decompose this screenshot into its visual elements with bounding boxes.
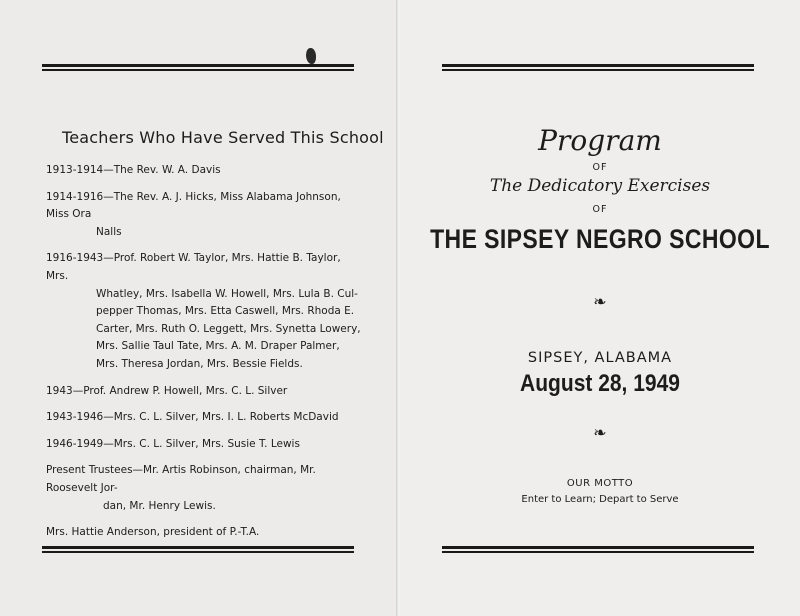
of-label: OF [592, 162, 608, 173]
ink-smudge [306, 48, 316, 64]
entry-line: 1916-1943—Prof. Robert W. Taylor, Mrs. Hattie B. Taylor, Mrs. [46, 252, 341, 282]
teacher-entry [46, 383, 366, 401]
school-name: THE SIPSEY NEGRO SCHOOL [430, 223, 770, 254]
top-double-rule [42, 64, 354, 71]
bottom-double-rule [442, 546, 754, 553]
entry-line: Nalls [96, 225, 122, 238]
top-double-rule [442, 64, 754, 71]
entry-line: 1913-1914—The Rev. W. A. Davis [46, 164, 221, 176]
teacher-entry [46, 524, 366, 542]
entry-line: 1943—Prof. Andrew P. Howell, Mrs. C. L. Silver [46, 384, 288, 397]
entry-line: 1914-1916—The Rev. A. J. Hicks, Miss Alabama Johnson, Miss Ora [46, 190, 341, 221]
right-page [400, 0, 800, 616]
entry-line: Present Trustees—Mr. Artis Robinson, chairman, Mr. Roosevelt Jor- [46, 464, 316, 494]
entry-line: 1946-1949—Mrs. C. L. Silver, Mrs. Susie T. Lewis [46, 437, 300, 450]
teacher-entry [46, 436, 366, 454]
dedicatory-subtitle: The Dedicatory Exercises [489, 176, 711, 196]
entry-line: Whatley, Mrs. Isabella W. Howell, Mrs. Lula B. Cul- [96, 287, 358, 300]
teacher-entry [46, 162, 366, 180]
left-page [0, 0, 398, 616]
ornament-icon: ❧ [593, 423, 607, 442]
entry-line: pepper Thomas, Mrs. Etta Caswell, Mrs. Rhoda E. [96, 305, 355, 318]
teacher-entry [46, 189, 366, 242]
entry-line: dan, Mr. Henry Lewis. [103, 499, 216, 512]
event-date: August 28, 1949 [520, 370, 680, 397]
entry-line: Mrs. Sallie Taul Tate, Mrs. A. M. Draper Palmer, [96, 340, 340, 353]
entry-line: Carter, Mrs. Ruth O. Leggett, Mrs. Synetta Lowery, [96, 322, 361, 335]
entry-line: Mrs. Hattie Anderson, president of P.-T.A. [46, 526, 260, 539]
location: SIPSEY, ALABAMA [527, 350, 673, 366]
motto-heading: OUR MOTTO [566, 478, 634, 489]
teacher-entry [46, 250, 366, 373]
entry-line: 1943-1946—Mrs. C. L. Silver, Mrs. I. L. Roberts McDavid [46, 411, 339, 424]
bottom-double-rule [42, 546, 354, 553]
entry-line: Mrs. Theresa Jordan, Mrs. Bessie Fields. [96, 357, 303, 370]
teachers-heading: Teachers Who Have Served This School [62, 128, 384, 147]
motto-text: Enter to Learn; Depart to Serve [521, 494, 679, 505]
of-label: OF [592, 204, 608, 215]
teacher-entry [46, 409, 366, 427]
program-title: Program [538, 124, 662, 157]
teacher-entry [46, 462, 366, 515]
teachers-list [46, 162, 366, 551]
ornament-icon: ❧ [593, 292, 607, 311]
